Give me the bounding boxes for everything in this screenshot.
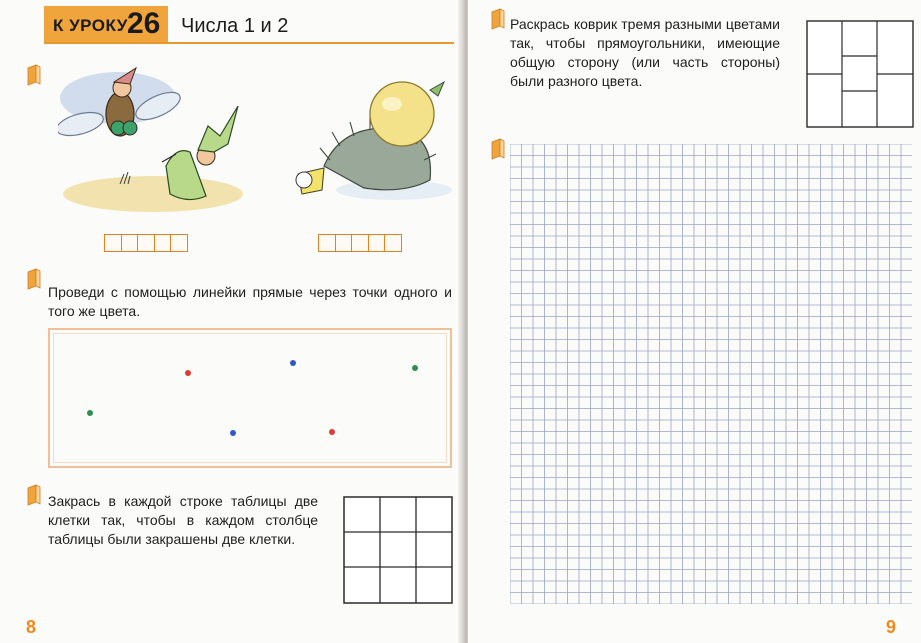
- task-3-text: Закрась в каждой строке таблицы две клетки так, чтобы в каждом столбце таблицы были закрашены две клетки.: [48, 493, 318, 547]
- red-dot: [185, 370, 191, 376]
- book-icon: [26, 484, 42, 506]
- book-icon: [490, 8, 506, 30]
- dots-frame[interactable]: [48, 328, 452, 468]
- lesson-prefix: К УРОКУ: [53, 16, 128, 35]
- lesson-header: [44, 6, 454, 44]
- book-icon: [26, 268, 42, 290]
- answer-boxes-right[interactable]: [318, 234, 401, 252]
- answer-boxes-left[interactable]: [104, 234, 187, 252]
- green-dot: [87, 410, 93, 416]
- right-page: [468, 0, 921, 643]
- answer-box[interactable]: [154, 234, 172, 252]
- answer-box[interactable]: [121, 234, 139, 252]
- green-dot: [412, 365, 418, 371]
- answer-box[interactable]: [335, 234, 353, 252]
- three-by-three-table[interactable]: [343, 496, 453, 604]
- page-number-right: 9: [886, 617, 897, 637]
- gnome-dragonfly-illustration: [58, 66, 250, 216]
- carpet-pattern[interactable]: [806, 20, 914, 128]
- book-icon: [490, 138, 506, 160]
- answer-box[interactable]: [368, 234, 386, 252]
- answer-box[interactable]: [170, 234, 188, 252]
- lesson-tab: [44, 6, 168, 42]
- answer-box[interactable]: [318, 234, 336, 252]
- answer-box[interactable]: [351, 234, 369, 252]
- answer-box[interactable]: [104, 234, 122, 252]
- squared-paper-grid[interactable]: [510, 144, 912, 604]
- task-2-text: Проведи с помощью линейки прямые через точки одного и того же цвета.: [48, 284, 452, 319]
- lesson-number: 26: [127, 7, 161, 40]
- blue-dot: [230, 430, 236, 436]
- answer-box[interactable]: [137, 234, 155, 252]
- book-icon: [26, 64, 42, 86]
- red-dot: [329, 429, 335, 435]
- answer-box[interactable]: [384, 234, 402, 252]
- task-4-text: Раскрась коврик тремя разными цветами так, чтобы прямоугольники, имеющие общую сторону (или часть стороны) были разного цвета.: [510, 16, 780, 89]
- lesson-title: Числа 1 и 2: [181, 15, 289, 37]
- page-number-left: 8: [26, 617, 37, 637]
- hedgehog-apple-illustration: [284, 70, 459, 220]
- blue-dot: [290, 360, 296, 366]
